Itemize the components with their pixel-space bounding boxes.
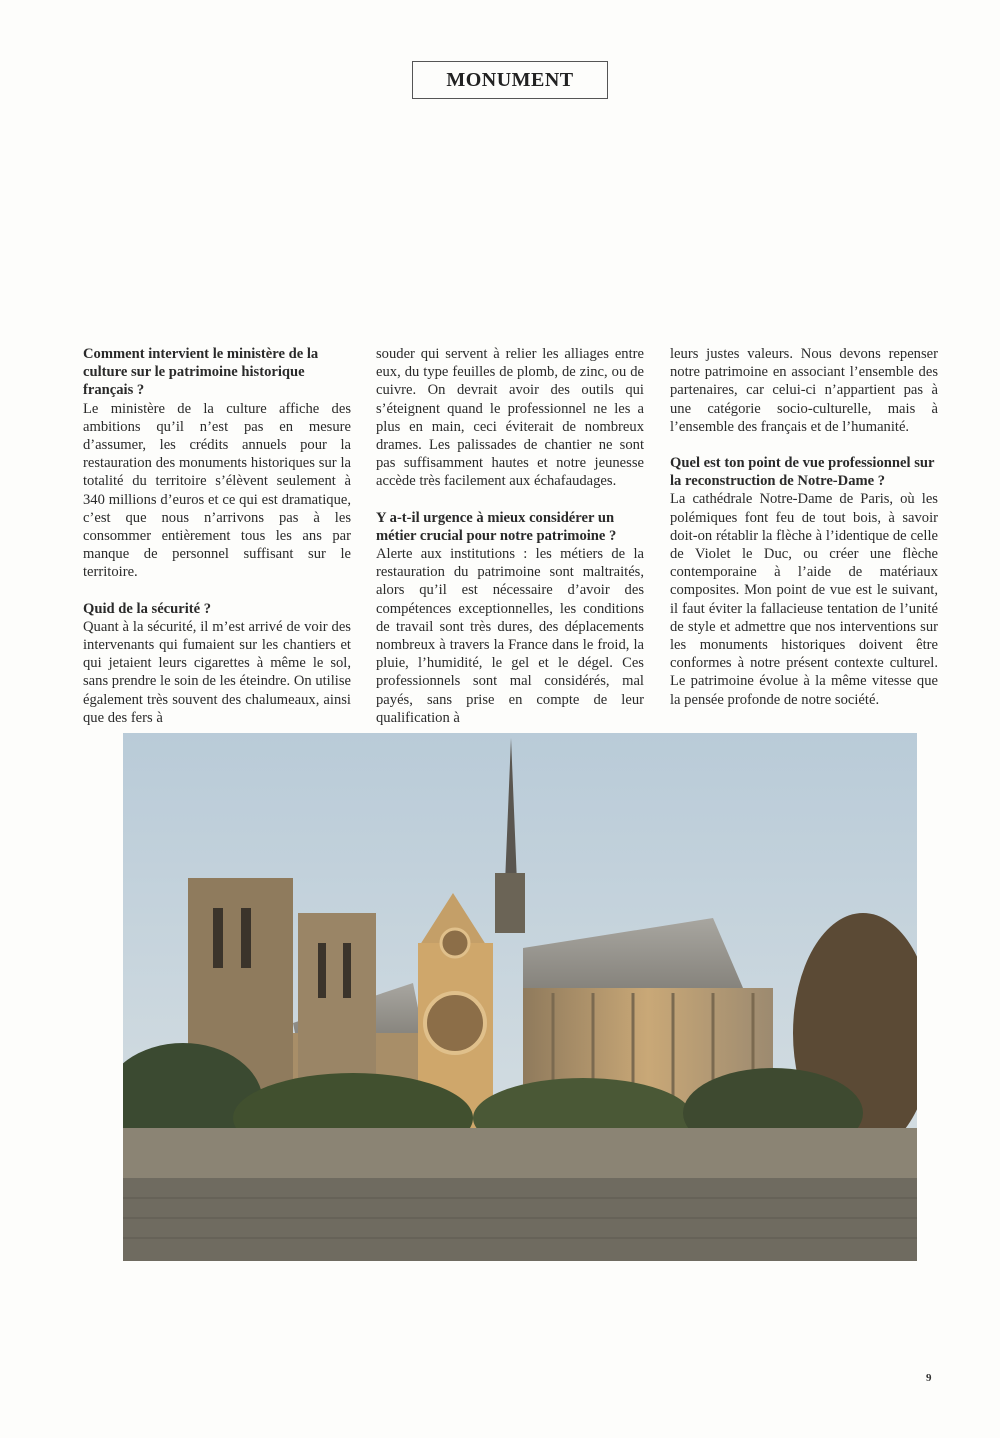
answer-paragraph: Le ministère de la culture affiche des ambitions qu’il n’est pas en mesure d’assumer, les crédits annuels pour la restauration des monuments historiques sur la totalité du territoire s’élèvent seulement à 340 millions d’euros et ce qui est dramatique, c’est que nous n’arrivons pas à les consommer entièrement tous les ans par manque de personnel suffisant sur le territoire.	[83, 400, 351, 581]
question-heading: Quid de la sécurité ?	[83, 600, 212, 617]
answer-paragraph: Quant à la sécurité, il m’est arrivé de voir des intervenants qui fumaient sur les chantiers et qui jetaient leurs cigarettes à même le sol, sans prendre le soin de les éteindre. On utilise également très souvent des chalumeaux, ainsi que des fers à	[83, 618, 351, 726]
question-heading: Comment intervient le ministère de la culture sur le patrimoine historique français ?	[83, 346, 319, 399]
page-number: 9	[926, 1372, 932, 1384]
section-title: MONUMENT	[446, 68, 574, 91]
text-column-1	[83, 345, 351, 745]
text-column-3	[670, 345, 938, 727]
answer-paragraph: La cathédrale Notre-Dame de Paris, où les polémiques font feu de tout bois, à savoir doit-on rétablir la flèche à l’identique de celle de Violet le Duc, ou créer une flèche contemporaine à l’aide de matériaux composites. Mon point de vue est le suivant, il faut éviter la fallacieuse tentation de l’unité de style et admettre que nos interventions sur les monuments historiques doivent être conformes à notre présent contexte culturel. Le patrimoine évolue à la même vitesse que la pensée profonde de notre société.	[670, 491, 938, 708]
question-heading: Quel est ton point de vue professionnel sur la reconstruction de Notre-Dame ?	[670, 455, 935, 490]
answer-paragraph: Alerte aux institutions : les métiers de la restauration du patrimoine sont maltraités, alors qu’il est nécessaire d’avoir des compétences exceptionnelles, les conditions de travail sont très dures, des déplacements nombreux à travers la France dans le froid, la pluie, l’humidité, le gel et le dégel. Ces professionnels sont mal considérés, mal payés, sans prise en compte de leur qualification à	[376, 546, 644, 726]
answer-paragraph: leurs justes valeurs. Nous devons repenser notre patrimoine en associant l’ensemble des partenaires, car celui-ci n’appartient pas à une catégorie socio-culturelle, mais à l’ensemble des français et de l’humanité.	[670, 346, 938, 435]
section-title-box	[412, 61, 608, 99]
text-column-2	[376, 345, 644, 745]
cathedral-illustration	[123, 733, 917, 1261]
question-heading: Y a-t-il urgence à mieux considérer un métier crucial pour notre patrimoine ?	[376, 509, 617, 544]
answer-paragraph: souder qui servent à relier les alliages entre eux, du type feuilles de plomb, de zinc, ou de cuivre. On devrait avoir des outils qui s’éteignent quand le professionnel ne les a plus en main, ceci éviterait de nombreux drames. Les palissades de chantier ne sont pas suffisamment hautes et notre jeunesse accède très facilement aux échafaudages.	[376, 346, 644, 490]
notre-dame-photo	[123, 733, 917, 1261]
